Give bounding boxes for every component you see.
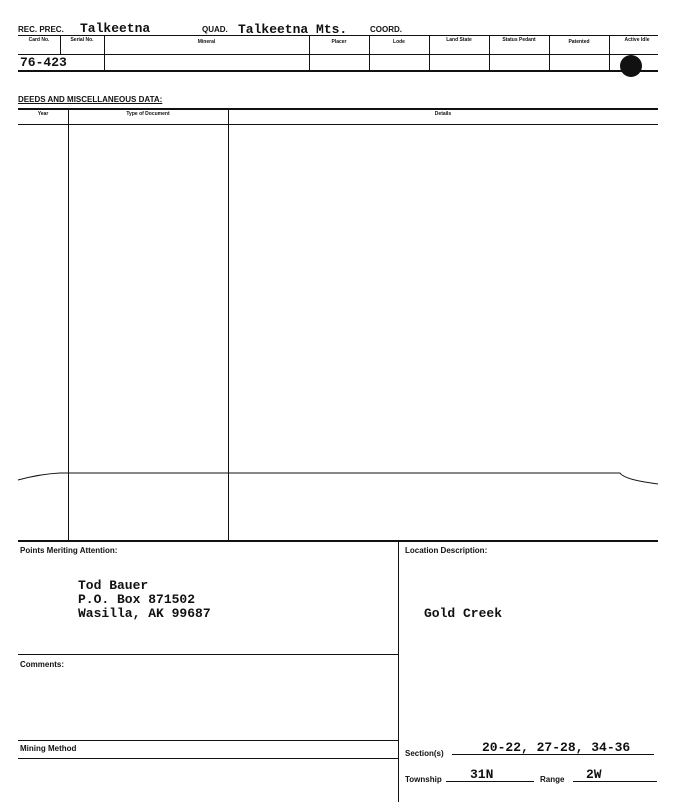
township-underline bbox=[446, 781, 534, 782]
sections-underline bbox=[452, 754, 654, 755]
location-value: Gold Creek bbox=[424, 606, 503, 621]
col-land-state: Land State bbox=[446, 37, 472, 43]
col-placer: Placer bbox=[331, 39, 347, 45]
range-underline bbox=[573, 781, 657, 782]
quad-value: Talkeetna Mts. bbox=[238, 22, 348, 37]
deeds-title: DEEDS AND MISCELLANEOUS DATA: bbox=[18, 95, 163, 104]
range-value: 2W bbox=[586, 767, 602, 782]
col-serial-no: Serial No. bbox=[70, 37, 94, 43]
points-line-1: Tod Bauer bbox=[78, 578, 149, 593]
location-label: Location Description: bbox=[405, 546, 488, 555]
sections-value: 20-22, 27-28, 34-36 bbox=[482, 740, 631, 755]
bottom-center-divider bbox=[398, 540, 399, 802]
deeds-header-rule bbox=[18, 124, 658, 125]
header-sub-rule bbox=[18, 54, 658, 55]
bottom-top-rule bbox=[18, 540, 658, 542]
col-patented: Patented bbox=[568, 39, 590, 45]
rec-prec-label: REC. PREC. bbox=[18, 25, 64, 34]
col-divider bbox=[60, 35, 61, 54]
header-rule bbox=[18, 35, 658, 36]
col-mineral: Mineral bbox=[197, 39, 216, 45]
comments-label: Comments: bbox=[20, 660, 65, 669]
points-label: Points Meriting Attention: bbox=[20, 546, 118, 555]
points-line-3: Wasilla, AK 99687 bbox=[78, 606, 211, 621]
township-label: Township bbox=[405, 775, 442, 784]
mining-rule bbox=[18, 740, 398, 741]
col-status-pedant: Status Pedant bbox=[502, 37, 536, 43]
details-header: Details bbox=[434, 111, 452, 117]
col-card-no: Card No. bbox=[28, 37, 50, 43]
points-line-2: P.O. Box 871502 bbox=[78, 592, 196, 607]
comments-rule bbox=[18, 654, 398, 655]
deeds-top-rule bbox=[18, 108, 658, 110]
col-divider bbox=[489, 35, 490, 70]
quad-label: QUAD. bbox=[202, 25, 228, 34]
card-number: 76-423 bbox=[20, 55, 67, 70]
type-header: Type of Document bbox=[126, 111, 170, 117]
record-bottom-rule bbox=[18, 70, 658, 72]
col-divider bbox=[429, 35, 430, 70]
year-header: Year bbox=[37, 111, 49, 117]
col-active-idle: Active Idle bbox=[624, 37, 650, 43]
col-divider bbox=[609, 35, 610, 70]
coord-label: COORD. bbox=[370, 25, 402, 34]
fold-line bbox=[0, 462, 678, 492]
range-label: Range bbox=[540, 775, 565, 784]
rec-prec-value: Talkeetna bbox=[80, 21, 151, 36]
township-value: 31N bbox=[470, 767, 494, 782]
mining-sub-rule bbox=[18, 758, 398, 759]
mining-method-label: Mining Method bbox=[20, 744, 77, 753]
active-status-dot bbox=[620, 55, 642, 77]
col-lode: Lode bbox=[393, 39, 405, 45]
sections-label: Section(s) bbox=[405, 749, 444, 758]
